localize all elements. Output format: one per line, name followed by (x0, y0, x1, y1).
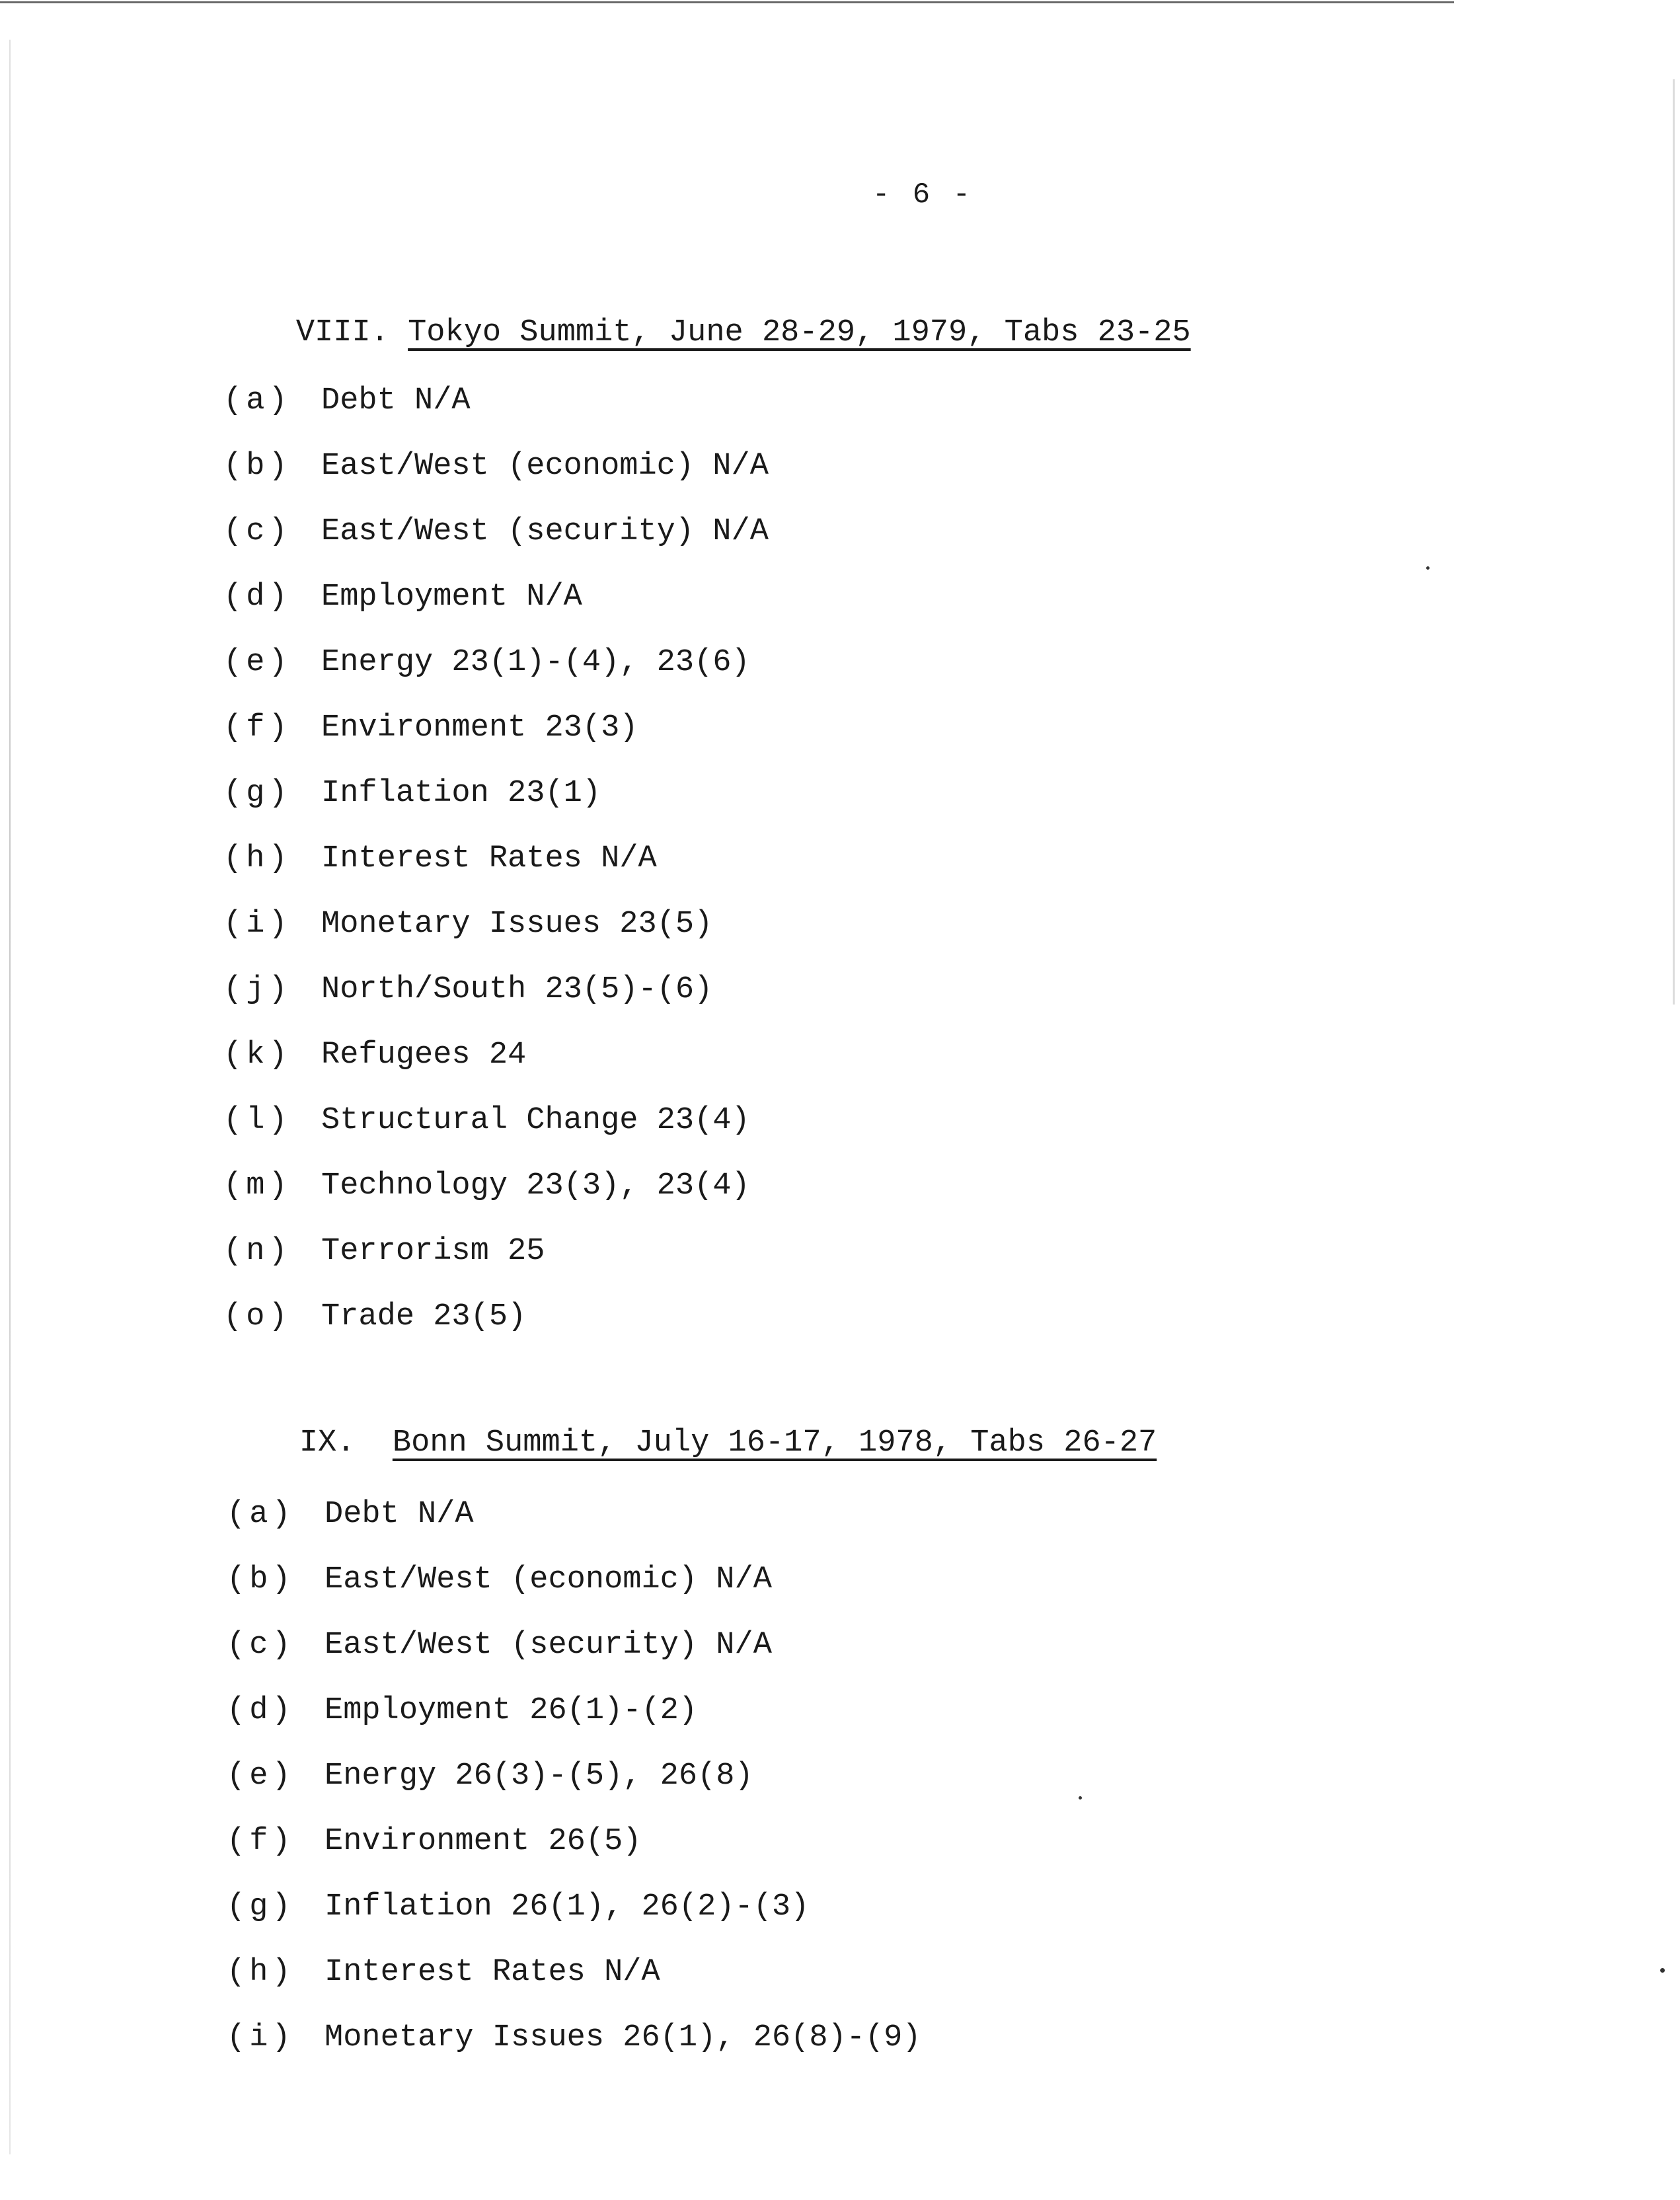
item-marker: (e) (227, 1759, 295, 1794)
item-marker: (d) (227, 1693, 295, 1728)
section-numeral: IX. (299, 1425, 356, 1460)
item-text: East/West (economic) N/A (325, 1562, 772, 1597)
item-text: Energy 26(3)-(5), 26(8) (325, 1759, 753, 1794)
item-text: Employment N/A (321, 580, 582, 615)
item-marker: (h) (227, 1955, 295, 1990)
item-marker: (l) (223, 1103, 291, 1138)
item-marker: (c) (223, 514, 291, 549)
item-marker: (g) (227, 1889, 295, 1924)
item-text: Refugees 24 (321, 1038, 527, 1073)
item-marker: (n) (223, 1234, 291, 1269)
item-marker: (b) (223, 449, 291, 484)
item-marker: (e) (223, 645, 291, 680)
section-heading (221, 280, 1191, 385)
item-marker: (o) (223, 1299, 291, 1334)
item-marker: (f) (223, 710, 291, 745)
scan-border-line (0, 1, 1454, 3)
item-marker: (i) (227, 2020, 295, 2055)
item-text: Interest Rates N/A (325, 1955, 660, 1990)
item-text: Inflation 26(1), 26(2)-(3) (325, 1889, 810, 1924)
scan-left-edge (9, 40, 11, 2154)
item-marker: (m) (223, 1168, 291, 1203)
item-text: Environment 26(5) (325, 1824, 642, 1859)
item-text: Structural Change 23(4) (321, 1103, 750, 1138)
item-text: Monetary Issues 23(5) (321, 907, 713, 942)
item-text: Energy 23(1)-(4), 23(6) (321, 645, 750, 680)
item-text: Inflation 23(1) (321, 776, 601, 811)
item-text: East/West (security) N/A (325, 1628, 772, 1663)
section-heading (225, 1390, 1157, 1496)
item-marker: (a) (227, 1497, 295, 1532)
section-title: Tokyo Summit, June 28-29, 1979, Tabs 23-25 (408, 315, 1191, 350)
section-title: Bonn Summit, July 16-17, 1978, Tabs 26-27 (392, 1425, 1157, 1460)
item-text: Employment 26(1)-(2) (325, 1693, 698, 1728)
item-marker: (c) (227, 1628, 295, 1663)
item-text: Debt N/A (325, 1497, 474, 1532)
item-marker: (g) (223, 776, 291, 811)
item-text: Debt N/A (321, 383, 471, 418)
item-marker: (d) (223, 580, 291, 615)
scan-speck (1426, 566, 1430, 570)
item-marker: (b) (227, 1562, 295, 1597)
scan-speck (1660, 1968, 1665, 1973)
item-marker: (a) (223, 383, 291, 418)
item-marker: (f) (227, 1824, 295, 1859)
item-text: Interest Rates N/A (321, 841, 657, 876)
page-number: - 6 - (872, 178, 974, 211)
item-text: East/West (security) N/A (321, 514, 769, 549)
item-text: Environment 23(3) (321, 710, 638, 745)
item-text: North/South 23(5)-(6) (321, 972, 713, 1007)
scan-right-edge (1673, 79, 1675, 1005)
item-text: Monetary Issues 26(1), 26(8)-(9) (325, 2020, 921, 2055)
item-marker: (j) (223, 972, 291, 1007)
item-text: Trade 23(5) (321, 1299, 527, 1334)
item-text: Terrorism 25 (321, 1234, 545, 1269)
section-numeral: VIII. (295, 315, 389, 350)
item-text: Technology 23(3), 23(4) (321, 1168, 750, 1203)
item-marker: (k) (223, 1038, 291, 1073)
item-marker: (h) (223, 841, 291, 876)
item-marker: (i) (223, 907, 291, 942)
scan-speck (1079, 1796, 1082, 1800)
item-text: East/West (economic) N/A (321, 449, 769, 484)
